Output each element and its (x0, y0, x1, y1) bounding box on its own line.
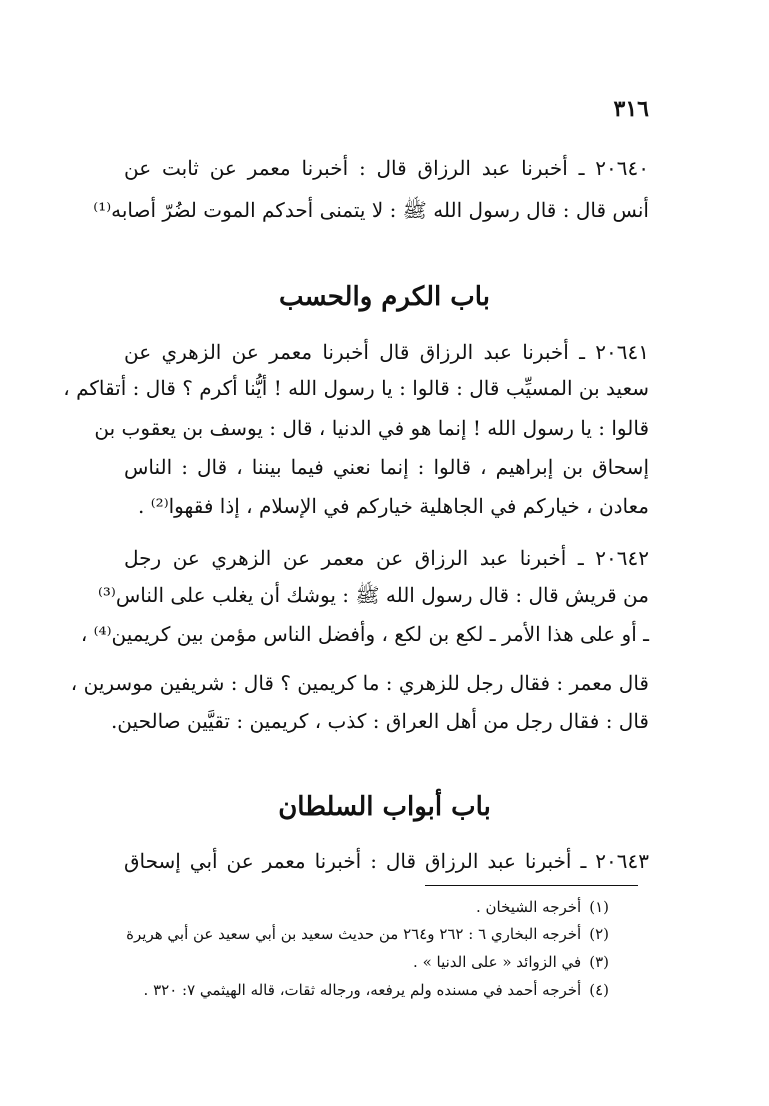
chapter-heading-generosity: باب الكرم والحسب (279, 282, 490, 312)
footnote-number: (١) (589, 898, 609, 916)
footnote-text: أخرجه البخاري ٦ : ٢٦٢ و٢٦٤ من حديث سعيد بن أبي سعيد عن أبي هريرة (126, 925, 582, 943)
footnote-number: (٣) (589, 953, 609, 971)
footnote-number: (٢) (589, 925, 609, 943)
hadith-20640-line-1: ٢٠٦٤٠ ـ أخبرنا عبد الرزاق قال : أخبرنا معمر عن ثابت عن (124, 156, 649, 180)
hadith-20641-line-5: معادن ، خياركم في الجاهلية خياركم في الإسلام ، إذا فقهوا⁽²⁾ . (138, 494, 649, 518)
hadith-20642-line-1: ٢٠٦٤٢ ـ أخبرنا عبد الرزاق عن معمر عن الزهري عن رجل (124, 546, 649, 570)
footnote-number: (٤) (589, 981, 609, 999)
footnote-3 (413, 950, 609, 974)
hadith-20641-line-3: قالوا : يا رسول الله ! إنما هو في الدنيا ، قال : يوسف بن يعقوب بن (94, 416, 649, 440)
hadith-20642-line-5: قال : فقال رجل من أهل العراق : كذب ، كريمين : تقيَّين صالحين. (110, 709, 649, 733)
hadith-20642-line-4: قال معمر : فقال رجل للزهري : ما كريمين ؟ قال : شريفين موسرين ، (70, 671, 649, 695)
footnote-2 (126, 922, 609, 946)
footnote-text: أخرجه أحمد في مسنده ولم يرفعه، ورجاله ثقات، قاله الهيثمي ٧: ٣٢٠ . (143, 981, 582, 999)
footnote-1 (476, 895, 609, 919)
footnote-text: أخرجه الشيخان . (475, 898, 582, 916)
footnote-text: في الزوائد « على الدنيا » . (413, 953, 582, 971)
hadith-20641-line-1: ٢٠٦٤١ ـ أخبرنا عبد الرزاق قال أخبرنا معمر عن الزهري عن (124, 340, 649, 364)
footnote-separator (425, 885, 638, 886)
hadith-20642-line-2: من قريش قال : قال رسول الله ﷺ : يوشك أن يغلب على الناس⁽³⁾ (97, 583, 649, 607)
hadith-20640-line-2: أنس قال : قال رسول الله ﷺ : لا يتمنى أحدكم الموت لضُرّ أصابه⁽¹⁾ (93, 198, 649, 222)
footnote-4 (144, 978, 609, 1002)
page-number: ٣١٦ (613, 96, 649, 122)
hadith-20642-line-3: ـ أو على هذا الأمر ـ لكع بن لكع ، وأفضل الناس مؤمن بين كريمين⁽⁴⁾ ، (80, 622, 649, 646)
hadith-20641-line-2: سعيد بن المسيِّب قال : قالوا : يا رسول الله ! أيُّنا أكرم ؟ قال : أتقاكم ، (63, 376, 649, 400)
hadith-20641-line-4: إسحاق بن إبراهيم ، قالوا : إنما نعني فيما بيننا ، قال : الناس (124, 455, 649, 479)
hadith-20643-line-1: ٢٠٦٤٣ ـ أخبرنا عبد الرزاق قال : أخبرنا معمر عن أبي إسحاق (124, 849, 649, 873)
chapter-heading-sultan: باب أبواب السلطان (278, 792, 491, 822)
